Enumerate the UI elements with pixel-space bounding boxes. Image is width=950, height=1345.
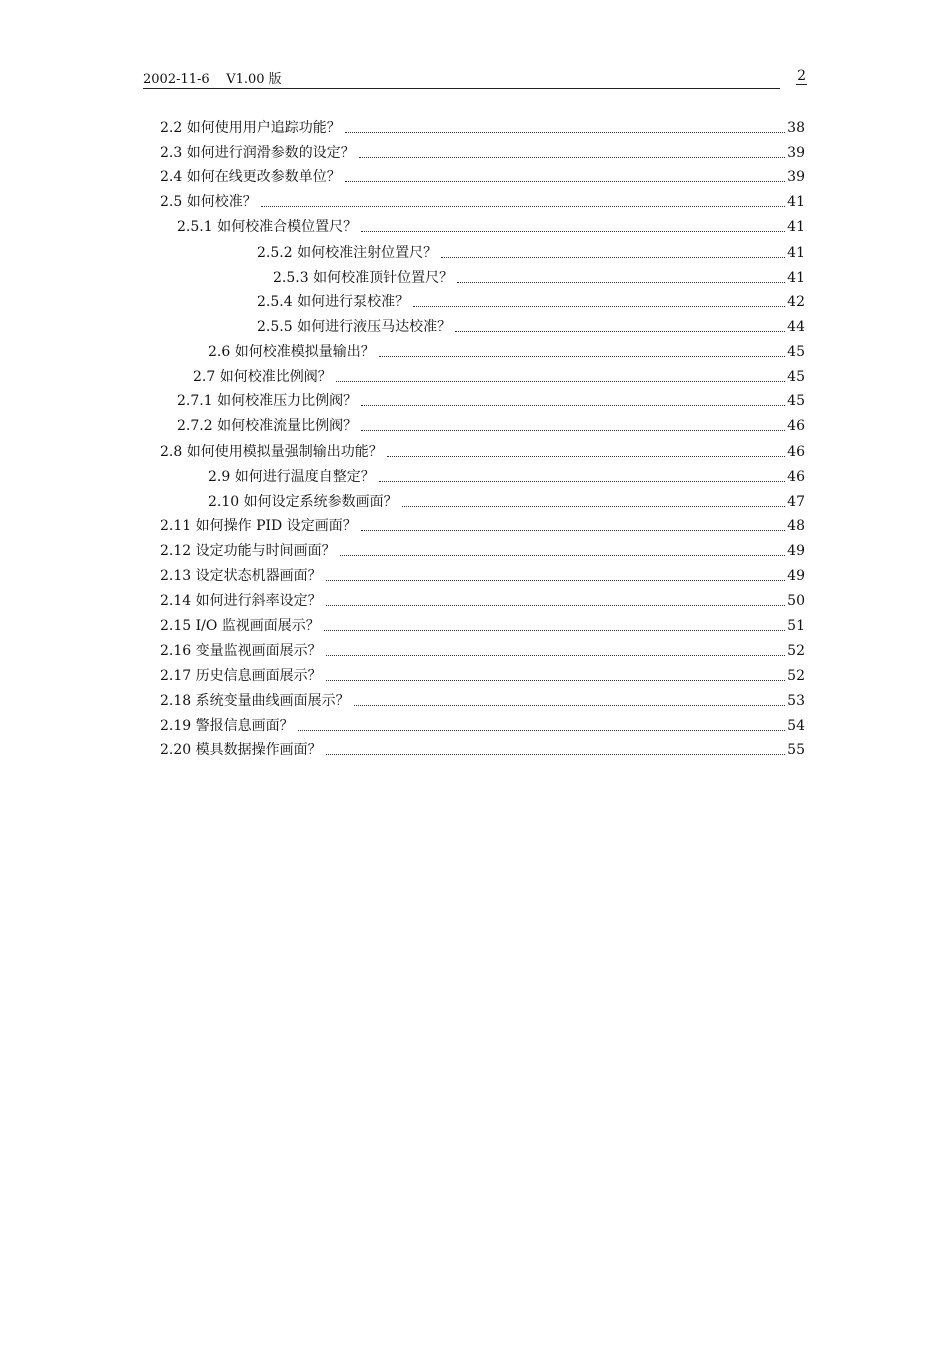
toc-entry-page: 46 <box>787 418 805 434</box>
toc-entry-title: 2.10 如何设定系统参数画面？ <box>208 494 398 510</box>
toc-entry-title: 2.9 如何进行温度自整定？ <box>208 469 375 485</box>
toc-entry[interactable] <box>160 116 805 138</box>
toc-entry-page: 45 <box>787 369 805 385</box>
toc-entry-page: 46 <box>787 469 805 485</box>
toc-entry[interactable] <box>208 465 805 487</box>
toc-entry-title: 2.7.2 如何校准流量比例阀？ <box>177 418 358 434</box>
toc-dot-leader <box>326 655 786 656</box>
toc-dot-leader <box>345 132 785 133</box>
toc-entry-page: 42 <box>787 294 805 310</box>
toc-dot-leader <box>326 580 786 581</box>
toc-dot-leader <box>457 282 785 283</box>
toc-entry-page: 41 <box>787 194 805 210</box>
toc-entry[interactable] <box>257 315 805 337</box>
toc-entry-title: 2.19 警报信息画面？ <box>160 718 294 734</box>
toc-dot-leader <box>336 381 785 382</box>
toc-dot-leader <box>441 257 785 258</box>
toc-entry-title: 2.15 I/O 监视画面展示？ <box>160 618 320 634</box>
toc-entry-page: 54 <box>787 718 805 734</box>
toc-entry-page: 51 <box>787 618 805 634</box>
toc-dot-leader <box>402 506 786 507</box>
toc-entry-page: 44 <box>787 319 805 335</box>
toc-dot-leader <box>261 206 785 207</box>
toc-entry-title: 2.5.5 如何进行液压马达校准？ <box>257 319 452 335</box>
toc-entry-page: 38 <box>787 120 805 136</box>
toc-entry-page: 52 <box>787 643 805 659</box>
toc-dot-leader <box>379 481 785 482</box>
toc-entry[interactable] <box>160 714 805 736</box>
toc-dot-leader <box>298 730 786 731</box>
toc-entry[interactable] <box>160 440 805 462</box>
toc-entry-title: 2.3 如何进行润滑参数的设定？ <box>160 145 355 161</box>
toc-dot-leader <box>361 231 785 232</box>
toc-dot-leader <box>359 157 785 158</box>
header-date-version: 2002-11-6 V1.00 版 <box>143 72 282 87</box>
toc-entry-title: 2.11 如何操作 PID 设定画面？ <box>160 518 357 534</box>
toc-entry-title: 2.5.4 如何进行泵校准？ <box>257 294 410 310</box>
toc-entry-page: 39 <box>787 145 805 161</box>
toc-entry[interactable] <box>257 241 805 263</box>
toc-entry-page: 48 <box>787 518 805 534</box>
toc-entry-page: 49 <box>787 568 805 584</box>
toc-entry-page: 46 <box>787 444 805 460</box>
toc-entry-title: 2.5 如何校准？ <box>160 194 257 210</box>
toc-entry-page: 47 <box>787 494 805 510</box>
toc-entry-title: 2.20 模具数据操作画面？ <box>160 742 322 758</box>
toc-entry[interactable] <box>160 664 805 686</box>
toc-entry[interactable] <box>160 639 805 661</box>
toc-dot-leader <box>326 605 786 606</box>
toc-entry-page: 41 <box>787 219 805 235</box>
toc-entry-title: 2.14 如何进行斜率设定？ <box>160 593 322 609</box>
toc-dot-leader <box>326 754 786 755</box>
toc-entry-page: 45 <box>787 344 805 360</box>
toc-dot-leader <box>324 630 785 631</box>
toc-entry[interactable] <box>193 365 805 387</box>
toc-entry-page: 41 <box>787 245 805 261</box>
toc-entry-title: 2.7 如何校准比例阀？ <box>193 369 332 385</box>
toc-entry[interactable] <box>177 414 805 436</box>
toc-entry-page: 39 <box>787 169 805 185</box>
toc-entry[interactable] <box>160 589 805 611</box>
toc-dot-leader <box>413 306 785 307</box>
toc-entry[interactable] <box>273 266 805 288</box>
toc-entry-page: 55 <box>787 742 805 758</box>
toc-entry[interactable] <box>160 564 805 586</box>
toc-entry[interactable] <box>160 165 805 187</box>
toc-entry-title: 2.7.1 如何校准压力比例阀？ <box>177 393 358 409</box>
page-number: 2 <box>797 68 806 84</box>
toc-dot-leader <box>326 680 786 681</box>
toc-dot-leader <box>379 356 785 357</box>
toc-entry-title: 2.5.1 如何校准合模位置尺？ <box>177 219 358 235</box>
toc-entry-title: 2.5.3 如何校准顶针位置尺？ <box>273 270 454 286</box>
toc-entry[interactable] <box>177 215 805 237</box>
toc-entry-title: 2.8 如何使用模拟量强制输出功能？ <box>160 444 383 460</box>
toc-entry-title: 2.5.2 如何校准注射位置尺？ <box>257 245 438 261</box>
toc-entry-page: 52 <box>787 668 805 684</box>
toc-dot-leader <box>345 181 785 182</box>
toc-dot-leader <box>387 456 785 457</box>
toc-entry-page: 53 <box>787 693 805 709</box>
toc-entry[interactable] <box>160 738 805 760</box>
toc-entry-title: 2.4 如何在线更改参数单位？ <box>160 169 341 185</box>
toc-entry[interactable] <box>160 141 805 163</box>
toc-entry-title: 2.13 设定状态机器画面？ <box>160 568 322 584</box>
toc-entry-title: 2.2 如何使用用户追踪功能？ <box>160 120 341 136</box>
toc-dot-leader <box>361 405 785 406</box>
toc-dot-leader <box>455 331 785 332</box>
toc-entry-page: 45 <box>787 393 805 409</box>
toc-entry[interactable] <box>160 190 805 212</box>
toc-entry-title: 2.12 设定功能与时间画面？ <box>160 543 336 559</box>
toc-dot-leader <box>361 530 785 531</box>
toc-entry[interactable] <box>208 340 805 362</box>
toc-entry[interactable] <box>208 490 805 512</box>
toc-entry[interactable] <box>160 514 805 536</box>
toc-entry[interactable] <box>160 689 805 711</box>
toc-entry-page: 50 <box>787 593 805 609</box>
toc-entry-title: 2.18 系统变量曲线画面展示？ <box>160 693 350 709</box>
toc-entry[interactable] <box>177 389 805 411</box>
toc-entry-title: 2.17 历史信息画面展示？ <box>160 668 322 684</box>
toc-entry[interactable] <box>160 539 805 561</box>
toc-entry-title: 2.6 如何校准模拟量输出？ <box>208 344 375 360</box>
toc-entry-page: 41 <box>787 270 805 286</box>
toc-dot-leader <box>361 430 785 431</box>
toc-dot-leader <box>340 555 786 556</box>
toc-entry-title: 2.16 变量监视画面展示？ <box>160 643 322 659</box>
toc-dot-leader <box>354 705 786 706</box>
toc-entry-page: 49 <box>787 543 805 559</box>
toc-entry[interactable] <box>257 290 805 312</box>
toc-entry[interactable] <box>160 614 805 636</box>
